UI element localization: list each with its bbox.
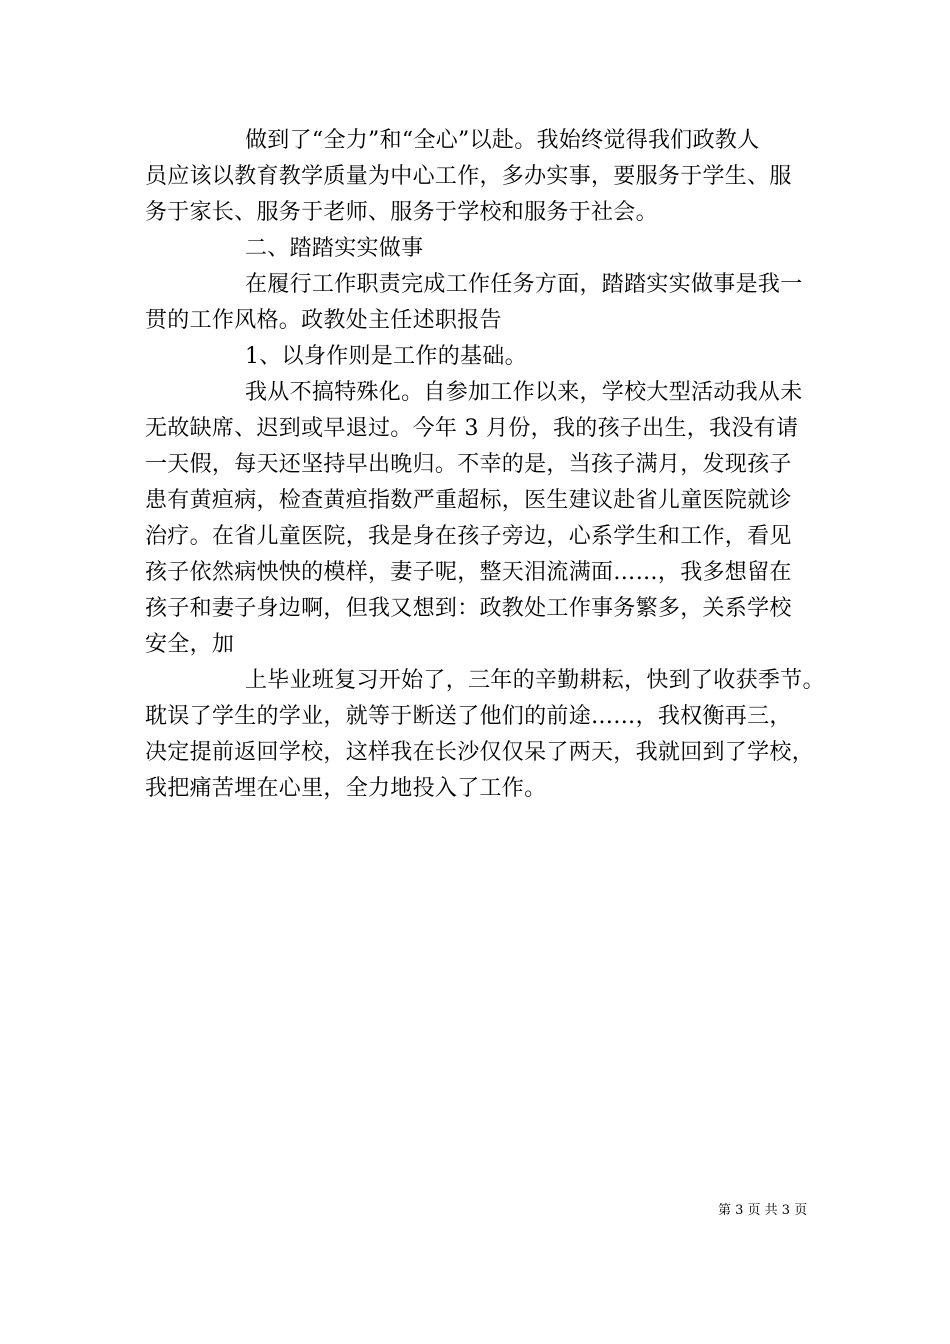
paragraph-line: 员应该以教育教学质量为中心工作，多办实事，要服务于学生、服 [145, 164, 792, 189]
paragraph-line: 孩子和妻子身边啊，但我又想到：政教处工作事务繁多，关系学校 [145, 596, 792, 621]
paragraph-line: 我把痛苦埋在心里，全力地投入了工作。 [145, 776, 547, 801]
paragraph-line: 患有黄疸病，检查黄疸指数严重超标，医生建议赴省儿童医院就诊 [145, 488, 792, 513]
paragraph-line: 安全，加 [145, 632, 235, 657]
paragraph-line: 在履行工作职责完成工作任务方面，踏踏实实做事是我一 [245, 272, 803, 297]
paragraph-line: 耽误了学生的学业，就等于断送了他们的前途……，我权衡再三， [145, 704, 792, 729]
subsection-heading: 1、以身作则是工作的基础。 [245, 344, 527, 369]
paragraph-line: 决定提前返回学校，这样我在长沙仅仅呆了两天，我就回到了学校， [145, 740, 815, 765]
paragraph-line: 务于家长、服务于老师、服务于学校和服务于社会。 [145, 200, 658, 225]
paragraph-line: 治疗。在省儿童医院，我是身在孩子旁边，心系学生和工作，看见 [145, 524, 792, 549]
section-heading: 二、踏踏实实做事 [245, 236, 424, 261]
paragraph-line: 贯的工作风格。政教处主任述职报告 [145, 308, 502, 333]
page-number: 第 3 页 共 3 页 [718, 1203, 808, 1218]
paragraph-line: 无故缺席、迟到或早退过。今年 3 月份，我的孩子出生，我没有请 [145, 416, 799, 441]
paragraph-line: 我从不搞特殊化。自参加工作以来，学校大型活动我从未 [245, 380, 803, 405]
paragraph-line: 孩子依然病怏怏的模样，妻子呢，整天泪流满面……，我多想留在 [145, 560, 792, 585]
paragraph-line: 上毕业班复习开始了，三年的辛勤耕耘，快到了收获季节。 [245, 668, 825, 693]
paragraph-line: 做到了“全力”和“全心”以赴。我始终觉得我们政教人 [245, 128, 760, 153]
paragraph-line: 一天假，每天还坚持早出晚归。不幸的是，当孩子满月，发现孩子 [145, 452, 792, 477]
